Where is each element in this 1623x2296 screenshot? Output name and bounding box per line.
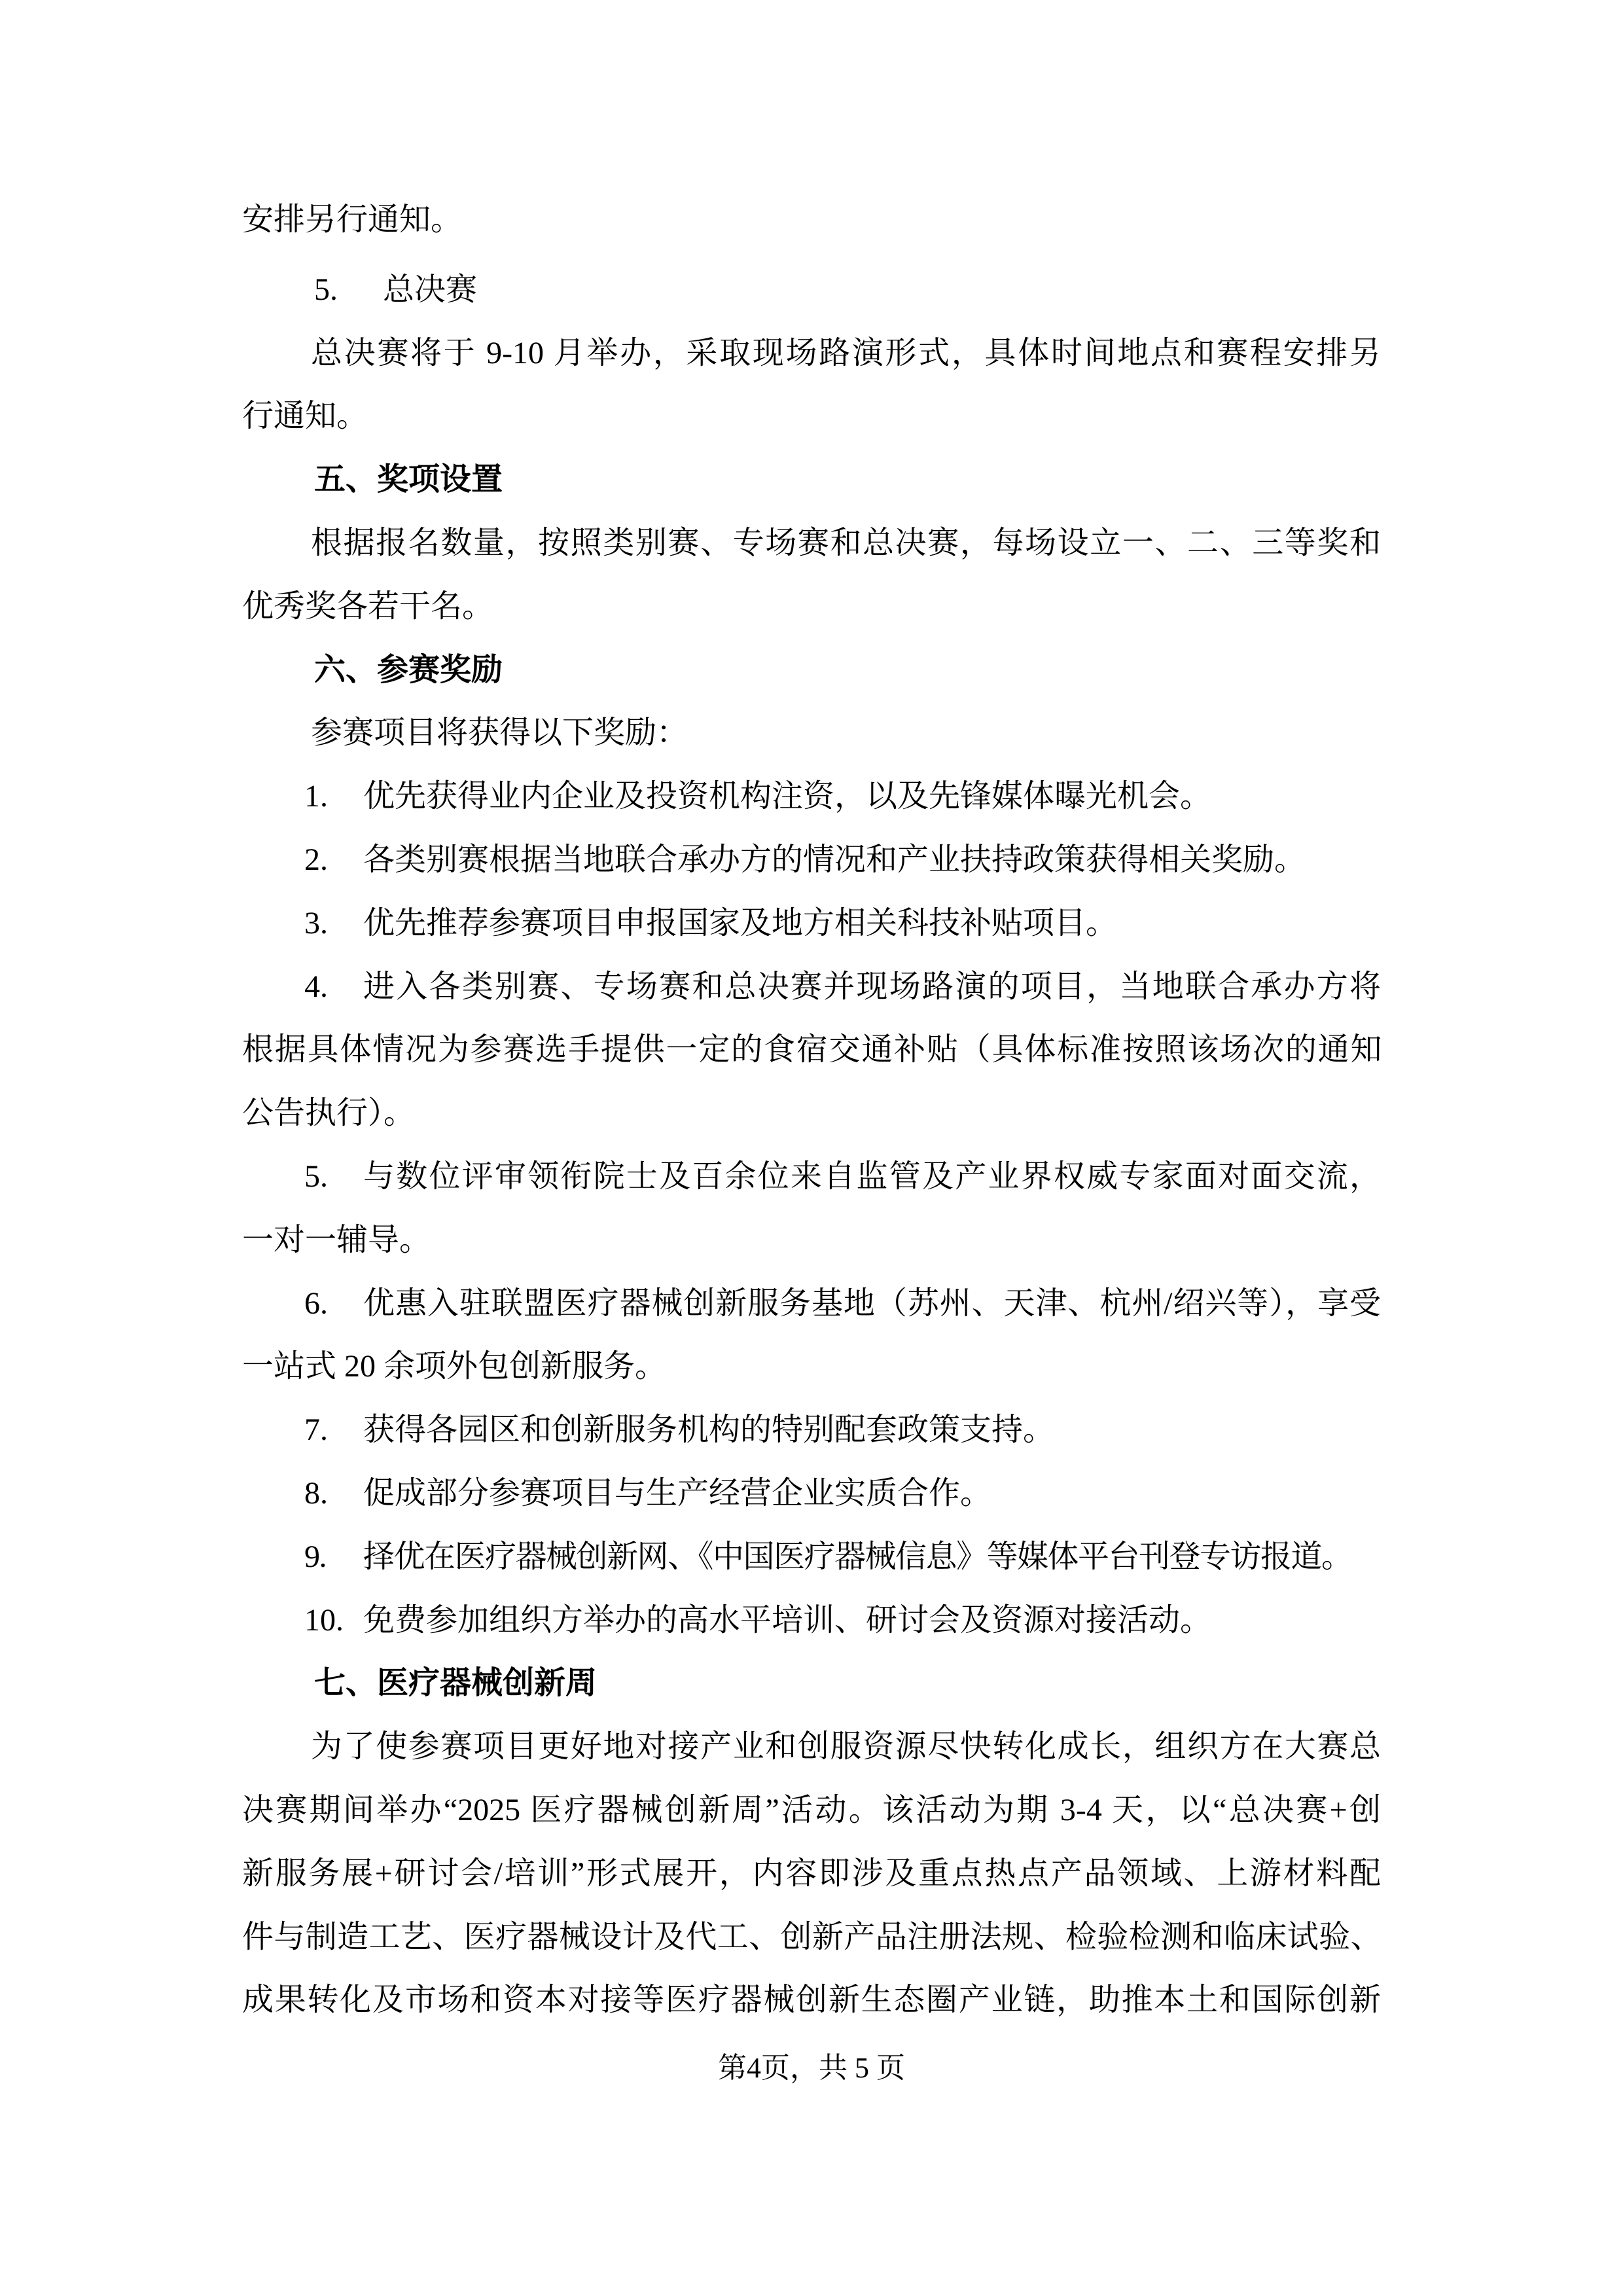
- list-item: [242, 1589, 1381, 1653]
- list-item-text: 获得各园区和创新服务机构的特别配套政策支持。: [363, 1412, 1055, 1448]
- page-number: 第4页，共 5 页: [718, 2052, 905, 2084]
- body-line: 一站式 20 余项外包创新服务。: [242, 1349, 667, 1384]
- body-line: 安排另行通知。: [242, 202, 463, 237]
- section-heading: 五、奖项设置: [314, 462, 503, 497]
- list-item-number: 5.: [314, 272, 338, 307]
- list-item-text: 总决赛: [383, 272, 478, 307]
- body-line: 行通知。: [242, 399, 368, 434]
- list-item: [242, 1462, 1381, 1526]
- body-line: 总决赛将于 9-10 月举办，采取现场路演形式，具体时间地点和赛程安排另: [311, 335, 1381, 370]
- list-item-number: 3.: [304, 905, 328, 941]
- list-item: [242, 892, 1381, 956]
- list-item-text: 优先推荐参赛项目申报国家及地方相关科技补贴项目。: [363, 905, 1118, 941]
- list-item-text: 择优在医疗器械创新网、《中国医疗器械信息》等媒体平台刊登专访报道。: [363, 1539, 1352, 1574]
- body-line: 参赛项目将获得以下奖励：: [311, 715, 688, 751]
- list-item: [242, 259, 1381, 322]
- list-item-number: 2.: [304, 842, 328, 877]
- list-item-text: 优先获得业内企业及投资机构注资，以及先锋媒体曝光机会。: [363, 779, 1212, 814]
- list-item: [242, 956, 1381, 1019]
- body-line: 根据报名数量，按照类别赛、专场赛和总决赛，每场设立一、二、三等奖和: [311, 525, 1381, 560]
- body-line: 一对一辅导。: [242, 1222, 431, 1257]
- body-line: 成果转化及市场和资本对接等医疗器械创新生态圈产业链，助推本土和国际创新: [242, 1982, 1381, 2018]
- list-item-number: 1.: [304, 779, 328, 814]
- body-line: 根据具体情况为参赛选手提供一定的食宿交通补贴（具体标准按照该场次的通知: [242, 1032, 1381, 1067]
- list-item-text: 各类别赛根据当地联合承办方的情况和产业扶持政策获得相关奖励。: [363, 842, 1306, 877]
- body-line: 新服务展+研讨会/培训”形式展开，内容即涉及重点热点产品领域、上游材料配: [242, 1856, 1381, 1891]
- list-item-number: 7.: [304, 1412, 328, 1448]
- list-item: [242, 829, 1381, 892]
- body-line: 件与制造工艺、医疗器械设计及代工、创新产品注册法规、检验检测和临床试验、: [242, 1919, 1381, 1954]
- section-heading: 六、参赛奖励: [314, 652, 503, 687]
- list-item-text: 优惠入驻联盟医疗器械创新服务基地（苏州、天津、杭州/绍兴等），享受: [363, 1285, 1381, 1321]
- list-item-number: 9.: [304, 1539, 326, 1574]
- body-line: 为了使参赛项目更好地对接产业和创服资源尽快转化成长，组织方在大赛总: [311, 1729, 1381, 1765]
- list-item: [242, 1526, 1381, 1589]
- list-item-number: 4.: [304, 969, 328, 1004]
- list-item: [242, 1272, 1381, 1336]
- list-item: [242, 1145, 1381, 1209]
- body-line: 决赛期间举办“2025 医疗器械创新周”活动。该活动为期 3-4 天，以“总决赛+创: [242, 1792, 1381, 1827]
- list-item-number: 5.: [304, 1158, 328, 1194]
- document-body: [242, 188, 1381, 2032]
- list-item-text: 与数位评审领衔院士及百余位来自监管及产业界权威专家面对面交流，: [363, 1158, 1381, 1194]
- list-item-number: 10.: [304, 1602, 344, 1638]
- section-heading: 七、医疗器械创新周: [314, 1666, 597, 1701]
- list-item-number: 8.: [304, 1475, 328, 1511]
- list-item-number: 6.: [304, 1285, 328, 1321]
- list-item-text: 进入各类别赛、专场赛和总决赛并现场路演的项目，当地联合承办方将: [363, 969, 1381, 1004]
- list-item-text: 免费参加组织方举办的高水平培训、研讨会及资源对接活动。: [363, 1602, 1212, 1638]
- body-line: 公告执行）。: [242, 1096, 416, 1131]
- list-item: [242, 1399, 1381, 1462]
- list-item: [242, 765, 1381, 829]
- list-item-text: 促成部分参赛项目与生产经营企业实质合作。: [363, 1475, 992, 1511]
- body-line: 优秀奖各若干名。: [242, 588, 494, 624]
